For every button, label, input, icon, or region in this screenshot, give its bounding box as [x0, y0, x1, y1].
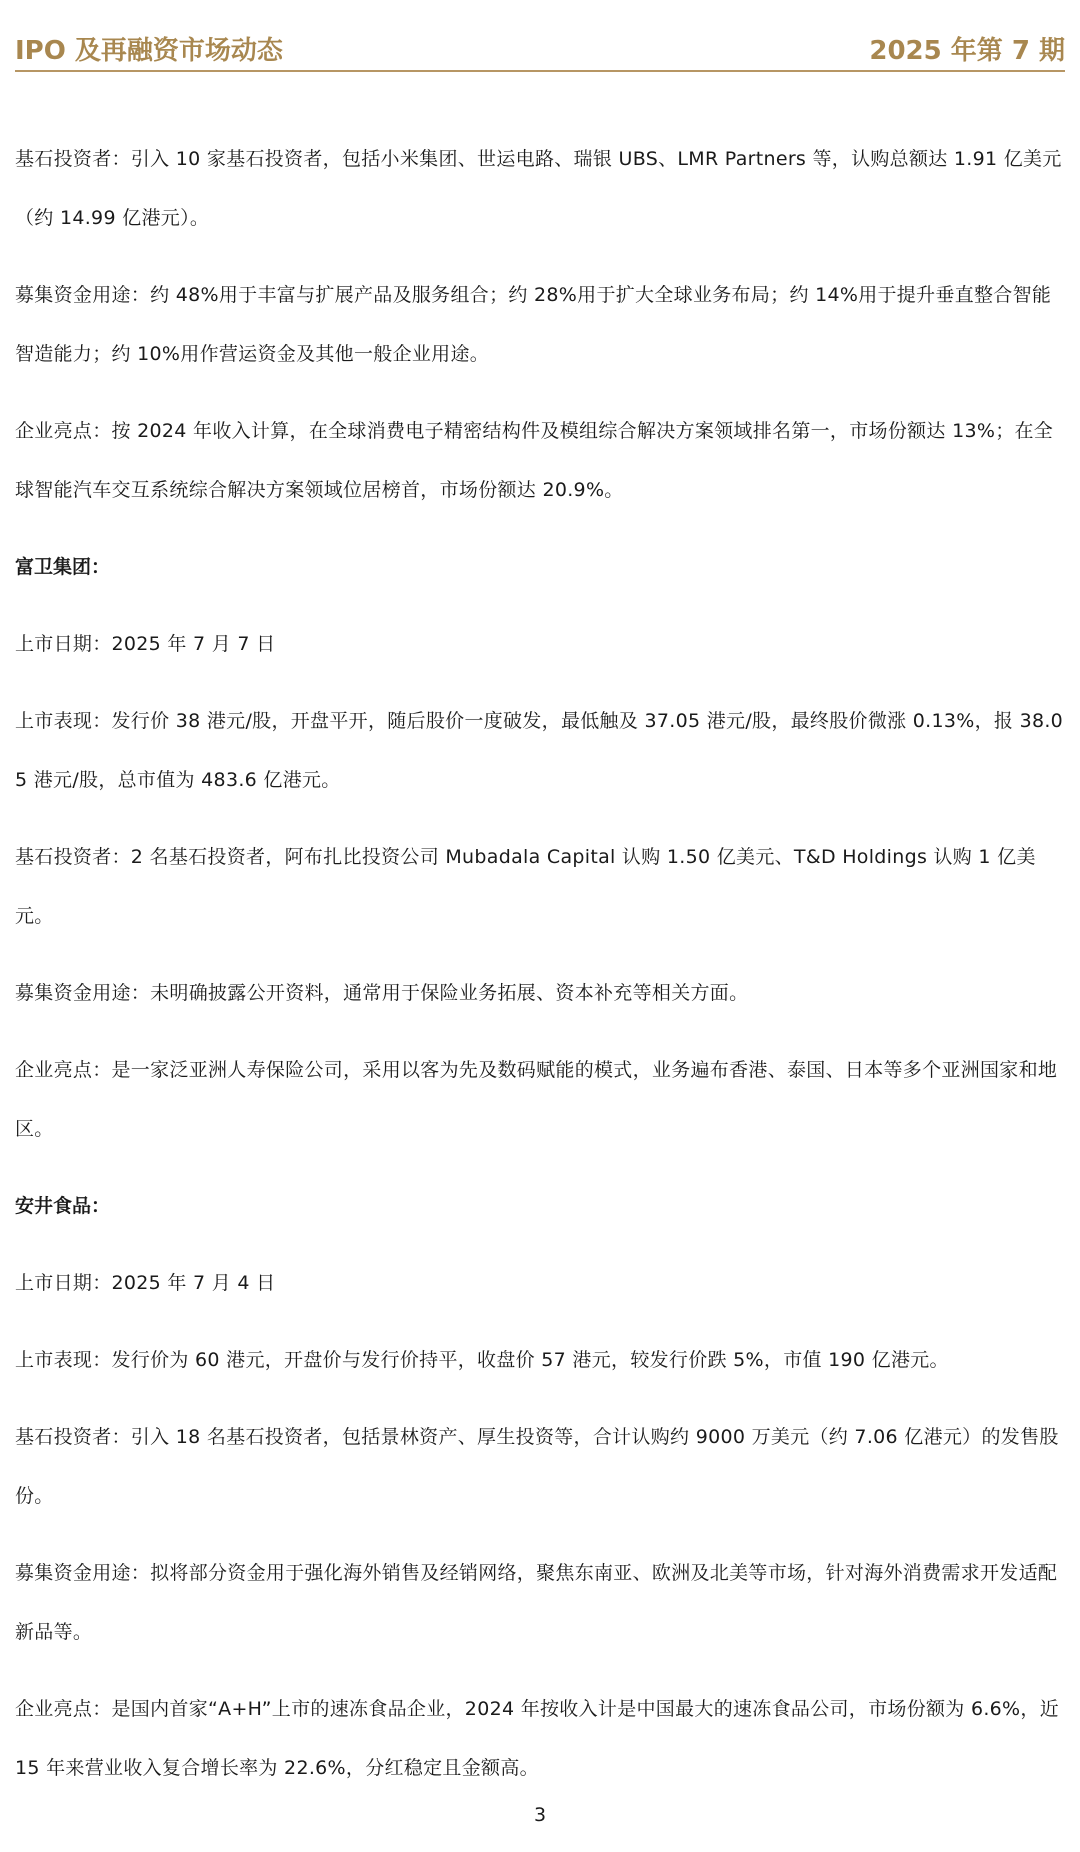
header-left-title: IPO 及再融资市场动态	[15, 36, 283, 66]
paragraph: 基石投资者：引入 18 名基石投资者，包括景林资产、厚生投资等，合计认购约 9000 万美元（约 7.06 亿港元）的发售股份。	[15, 1426, 1059, 1507]
page-number: 3	[533, 1804, 547, 1826]
paragraph: 上市日期：2025 年 7 月 7 日	[15, 633, 276, 655]
paragraph: 基石投资者：2 名基石投资者，阿布扎比投资公司 Mubadala Capital 认购 1.50 亿美元、T&D Holdings 认购 1 亿美元。	[15, 846, 1036, 927]
paragraph: 上市表现：发行价为 60 港元，开盘价与发行价持平，收盘价 57 港元，较发行价跌 5%，市值 190 亿港元。	[15, 1349, 949, 1371]
paragraph: 企业亮点：是一家泛亚洲人寿保险公司，采用以客为先及数码赋能的模式，业务遍布香港、泰国、日本等多个亚洲国家和地区。	[15, 1059, 1058, 1140]
paragraph: 基石投资者：引入 10 家基石投资者，包括小米集团、世运电路、瑞银 UBS、LMR Partners 等，认购总额达 1.91 亿美元（约 14.99 亿港元）。	[15, 148, 1062, 229]
paragraph: 企业亮点：是国内首家“A+H”上市的速冻食品企业，2024 年按收入计是中国最大的速冻食品公司，市场份额为 6.6%，近 15 年来营业收入复合增长率为 22.6%，分红稳定且金额高。	[15, 1698, 1060, 1779]
paragraph: 募集资金用途：约 48%用于丰富与扩展产品及服务组合；约 28%用于扩大全球业务布局；约 14%用于提升垂直整合智能智造能力；约 10%用作营运资金及其他一般企业用途。	[15, 284, 1052, 365]
paragraph: 上市表现：发行价 38 港元/股，开盘平开，随后股价一度破发，最低触及 37.05 港元/股，最终股价微涨 0.13%，报 38.05 港元/股，总市值为 483.6 亿港元。	[15, 710, 1064, 791]
paragraph: 募集资金用途：拟将部分资金用于强化海外销售及经销网络，聚焦东南亚、欧洲及北美等市场，针对海外消费需求开发适配新品等。	[15, 1562, 1058, 1643]
paragraph: 企业亮点：按 2024 年收入计算，在全球消费电子精密结构件及模组综合解决方案领域排名第一，市场份额达 13%；在全球智能汽车交互系统综合解决方案领域位居榜首，市场份额达 20.9%。	[15, 420, 1054, 501]
paragraph: 上市日期：2025 年 7 月 4 日	[15, 1272, 276, 1294]
section-heading: 富卫集团：	[15, 556, 111, 578]
header-right-title: 2025 年第 7 期	[869, 36, 1065, 66]
page-header	[15, 30, 1065, 72]
section-heading: 安井食品：	[15, 1195, 111, 1217]
document-body	[15, 130, 1065, 1816]
paragraph: 募集资金用途：未明确披露公开资料，通常用于保险业务拓展、资本补充等相关方面。	[15, 982, 749, 1004]
